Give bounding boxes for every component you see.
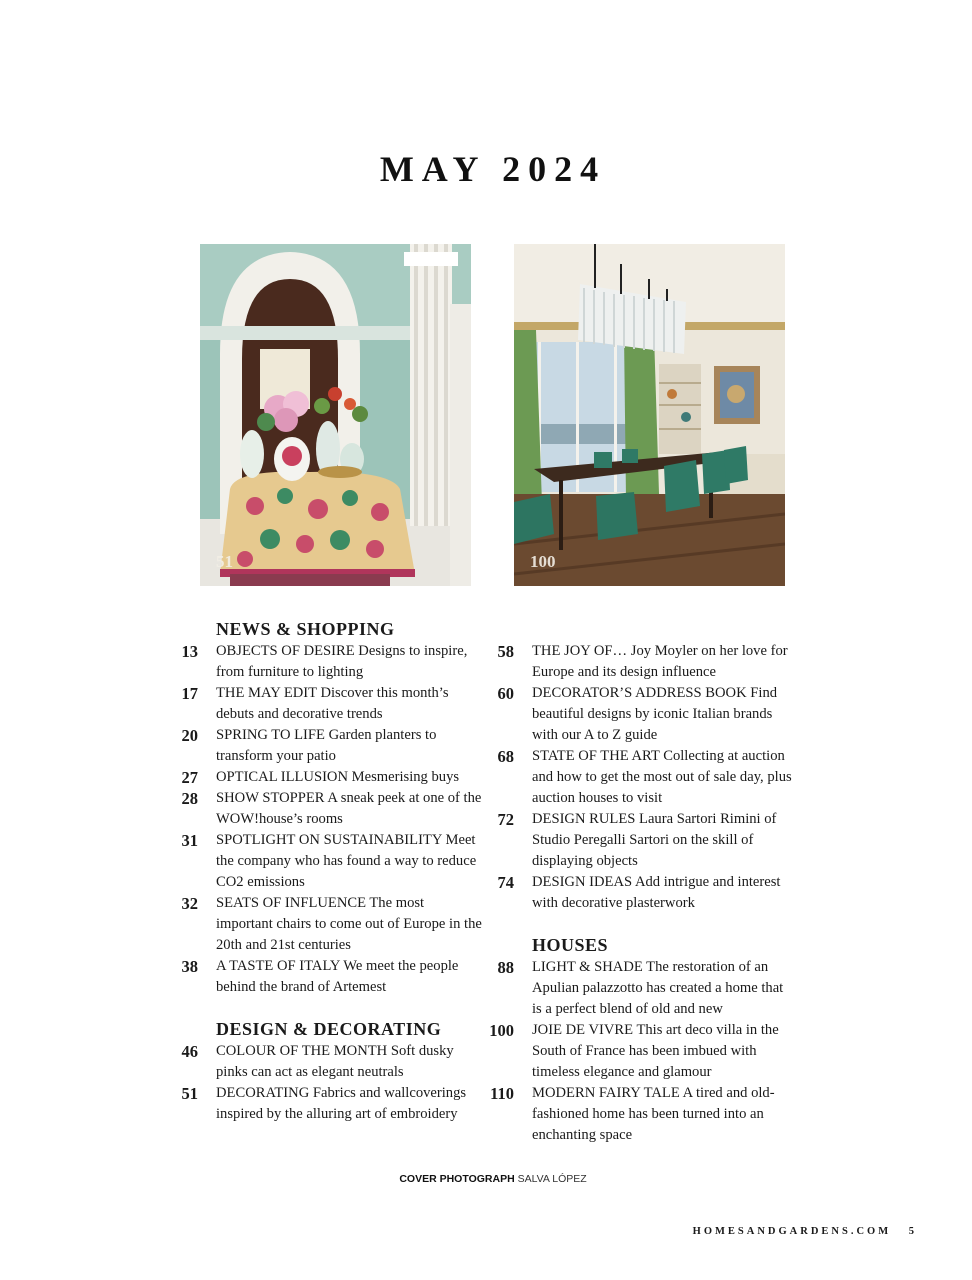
- entry-page-number: 17: [181, 684, 198, 703]
- entry-description: SPRING TO LIFE Garden planters to transform your patio: [216, 727, 437, 764]
- contents-entry: [174, 725, 484, 767]
- entry-page-number: 58: [497, 642, 514, 661]
- photo-dining-room: [514, 244, 785, 586]
- entry-description: DESIGN RULES Laura Sartori Rimini of Studio Peregalli Sartori on the skill of displaying objects: [532, 811, 777, 869]
- contents-entry: [174, 641, 484, 683]
- contents-entry: [174, 683, 484, 725]
- photo-arched-doorway-table: [200, 244, 471, 586]
- entry-description: SHOW STOPPER A sneak peek at one of the WOW!house’s rooms: [216, 790, 482, 827]
- entry-description: THE MAY EDIT Discover this month’s debuts and decorative trends: [216, 685, 449, 722]
- entry-page-number: 88: [497, 958, 514, 977]
- entry-page-number: 46: [181, 1042, 198, 1061]
- entry-description: COLOUR OF THE MONTH Soft dusky pinks can act as elegant neutrals: [216, 1043, 454, 1080]
- contents-entry: [484, 641, 794, 683]
- entry-page-number: 20: [181, 726, 198, 745]
- contents-entry: [174, 767, 484, 788]
- entry-page-number: 68: [497, 747, 514, 766]
- entry-page-number: 100: [489, 1021, 514, 1040]
- contents-entry: [174, 1041, 484, 1083]
- contents-entry: [484, 957, 794, 1020]
- contents-entry: [484, 1083, 794, 1146]
- entry-page-number: 51: [181, 1084, 198, 1103]
- entry-description: THE JOY OF… Joy Moyler on her love for Europe and its design influence: [532, 643, 788, 680]
- right-entries: [484, 641, 794, 914]
- contents-entry: [174, 1083, 484, 1125]
- contents-entry: [174, 893, 484, 956]
- photo-page-number: 100: [530, 552, 556, 571]
- contents-entry: [484, 809, 794, 872]
- entry-description: OBJECTS OF DESIRE Designs to inspire, from furniture to lighting: [216, 643, 468, 680]
- entry-page-number: 27: [181, 768, 198, 787]
- entry-description: A TASTE OF ITALY We meet the people behind the brand of Artemest: [216, 958, 459, 995]
- section-heading-design-decorating: DESIGN & DECORATING: [216, 1019, 442, 1039]
- contents-entry: [484, 683, 794, 746]
- photo-page-number: 51: [216, 552, 233, 571]
- contents-left-column: [174, 618, 484, 1125]
- entry-page-number: 74: [497, 873, 514, 892]
- entry-description: LIGHT & SHADE The restoration of an Apulian palazzotto has created a home that is a perfect blend of old and new: [532, 959, 784, 1017]
- contents-entry: [484, 872, 794, 914]
- entry-description: JOIE DE VIVRE This art deco villa in the South of France has been imbued with timeless elegance and glamour: [532, 1022, 779, 1080]
- entry-description: STATE OF THE ART Collecting at auction and how to get the most out of sale day, plus auction houses to visit: [532, 748, 792, 806]
- photo-arched-doorway: [200, 244, 471, 586]
- photo-dining-room-chandelier: [514, 244, 785, 586]
- entry-description: SEATS OF INFLUENCE The most important chairs to come out of Europe in the 20th and 21st centuries: [216, 895, 482, 953]
- cover-credit: [0, 1173, 972, 1185]
- entry-description: MODERN FAIRY TALE A tired and old-fashioned home has been turned into an enchanting space: [532, 1085, 775, 1143]
- contents-entry: [484, 746, 794, 809]
- page-title: MAY 2024: [379, 149, 607, 189]
- news-entries: [174, 641, 484, 998]
- page-footer: [693, 1226, 917, 1237]
- credit-label: COVER PHOTOGRAPH: [399, 1173, 515, 1185]
- footer-page-number: 5: [908, 1226, 917, 1237]
- entry-page-number: 110: [490, 1084, 514, 1103]
- design-entries: [174, 1041, 484, 1125]
- entry-page-number: 60: [497, 684, 514, 703]
- entry-page-number: 38: [181, 957, 198, 976]
- entry-description: OPTICAL ILLUSION Mesmerising buys: [216, 769, 460, 785]
- entry-page-number: 72: [497, 810, 514, 829]
- entry-description: DECORATOR’S ADDRESS BOOK Find beautiful designs by iconic Italian brands with our A to Z guide: [532, 685, 778, 743]
- footer-site: HOMESANDGARDENS.COM: [692, 1226, 892, 1237]
- contents-entry: [484, 1020, 794, 1083]
- entry-description: DECORATING Fabrics and wallcoverings inspired by the alluring art of embroidery: [216, 1085, 467, 1122]
- entry-page-number: 31: [181, 831, 198, 850]
- contents-right-column: [484, 641, 794, 1146]
- contents-entry: [174, 956, 484, 998]
- entry-page-number: 13: [181, 642, 198, 661]
- entry-description: SPOTLIGHT ON SUSTAINABILITY Meet the company who has found a way to reduce CO2 emissions: [216, 832, 477, 890]
- credit-name: SALVA LÓPEZ: [517, 1173, 587, 1185]
- section-heading-news-shopping: NEWS & SHOPPING: [216, 619, 395, 639]
- section-heading-houses: HOUSES: [532, 935, 609, 955]
- entry-description: DESIGN IDEAS Add intrigue and interest with decorative plasterwork: [532, 874, 781, 911]
- entry-page-number: 32: [181, 894, 198, 913]
- houses-entries: [484, 957, 794, 1146]
- contents-entry: [174, 788, 484, 830]
- contents-entry: [174, 830, 484, 893]
- entry-page-number: 28: [181, 789, 198, 808]
